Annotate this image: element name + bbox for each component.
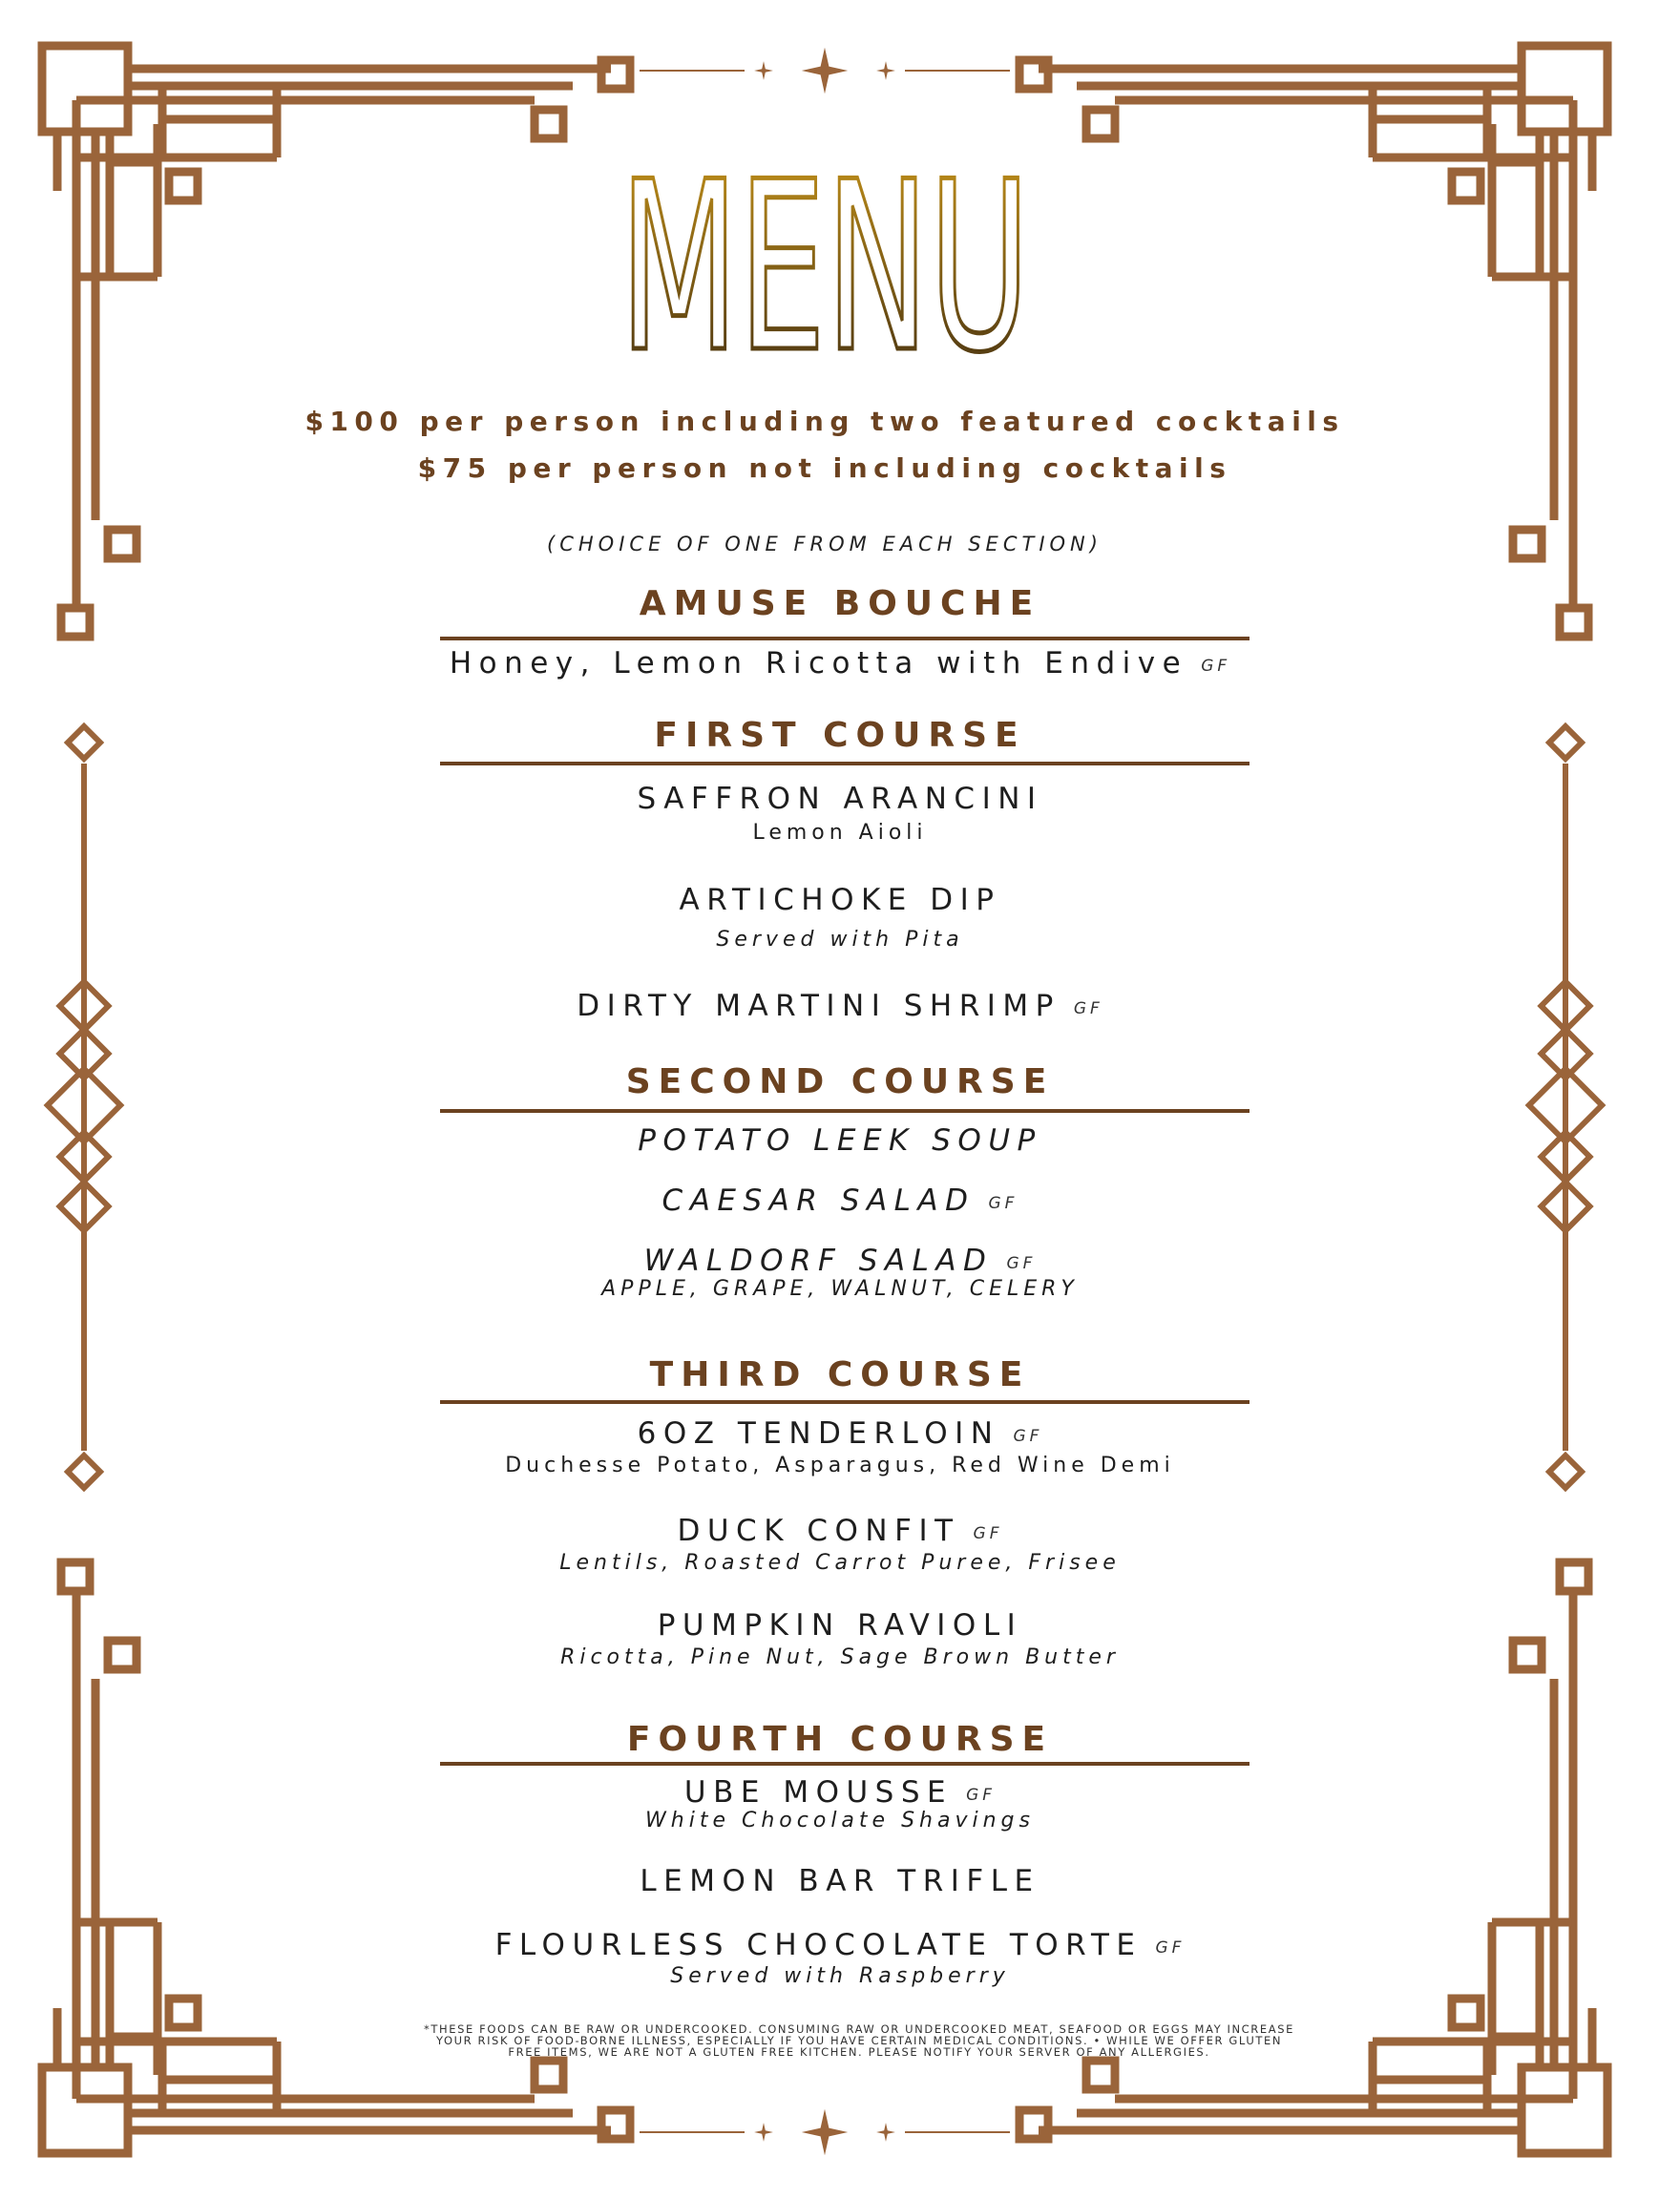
item-name: DIRTY MARTINI SHRIMP — [577, 989, 1060, 1023]
gluten-free-tag: GF — [973, 1524, 1003, 1543]
gluten-free-tag: GF — [1006, 1254, 1037, 1273]
item-name: Honey, Lemon Ricotta with Endive — [449, 646, 1188, 681]
gluten-free-tag: GF — [966, 1786, 997, 1805]
item-description: Lemon Aioli — [752, 821, 928, 845]
item-description: White Chocolate Shavings — [645, 1809, 1035, 1832]
item-description: Lentils, Roasted Carrot Puree, Frisee — [559, 1551, 1121, 1575]
section-title: AMUSE BOUCHE — [639, 584, 1041, 623]
item-name: POTATO LEEK SOUP — [638, 1123, 1042, 1158]
item-description: Duchesse Potato, Asparagus, Red Wine Demi — [505, 1454, 1175, 1477]
item-name: SAFFRON ARANCINI — [637, 782, 1043, 816]
menu-item — [0, 883, 1680, 917]
menu-item — [0, 1608, 1680, 1643]
section-divider — [440, 762, 1250, 765]
menu-title-text: MENU — [620, 132, 1030, 404]
menu-title-graphic — [615, 132, 1035, 404]
menu-title — [0, 132, 1649, 404]
item-name: CAESAR SALAD — [662, 1183, 976, 1218]
gluten-free-tag: GF — [1155, 1938, 1186, 1958]
item-name: DUCK CONFIT — [677, 1514, 960, 1548]
price-line-2: $75 per person not including cocktails — [417, 452, 1232, 484]
menu-item — [0, 1514, 1680, 1548]
item-name: WALDORF SALAD — [643, 1244, 994, 1278]
item-description: Ricotta, Pine Nut, Sage Brown Butter — [560, 1645, 1120, 1669]
menu-item — [0, 782, 1680, 816]
menu-item — [0, 646, 1680, 681]
gluten-free-tag: GF — [1201, 657, 1231, 676]
menu-item — [0, 989, 1680, 1023]
choice-note: (CHOICE OF ONE FROM EACH SECTION) — [547, 533, 1102, 555]
menu-item — [0, 1244, 1680, 1278]
section-divider — [440, 1762, 1250, 1766]
item-name: LEMON BAR TRIFLE — [640, 1864, 1040, 1898]
section-divider — [440, 1400, 1250, 1404]
menu-item — [0, 1928, 1680, 1962]
section-title: THIRD COURSE — [649, 1355, 1031, 1394]
menu-item — [0, 1416, 1680, 1451]
item-name: PUMPKIN RAVIOLI — [657, 1608, 1023, 1643]
item-description: Served with Raspberry — [670, 1964, 1010, 1988]
gluten-free-tag: GF — [988, 1194, 1018, 1213]
gluten-free-tag: GF — [1013, 1427, 1043, 1446]
item-name: 6OZ TENDERLOIN — [637, 1416, 1000, 1451]
disclaimer: *THESE FOODS CAN BE RAW OR UNDERCOOKED. CONSUMING RAW OR UNDERCOOKED MEAT, SEAFOOD OR EGGS MAY INCREASE YOUR RISK OF FOOD-BORNE ILLNESS, ESPECIALLY IF YOU HAVE CERTAIN MEDICAL CONDITIONS. • WHILE WE OFFER GLUTEN FREE ITEMS, WE ARE NOT A GLUTEN FREE KITCHEN. PLEASE NOTIFY YOUR SERVER OF ANY ALLERGIES. — [424, 2022, 1294, 2059]
menu-item — [0, 1123, 1680, 1158]
gluten-free-tag: GF — [1073, 999, 1103, 1018]
section-title: FIRST COURSE — [654, 716, 1026, 755]
menu-item — [0, 1183, 1680, 1218]
section-divider — [440, 1109, 1250, 1113]
menu-item — [0, 1864, 1680, 1898]
section-title: FOURTH COURSE — [626, 1720, 1054, 1759]
item-name: UBE MOUSSE — [683, 1775, 954, 1810]
price-line-1: $100 per person including two featured cocktails — [304, 406, 1345, 437]
section-divider — [440, 637, 1250, 640]
item-name: ARTICHOKE DIP — [679, 883, 1001, 917]
menu-item — [0, 1775, 1680, 1810]
item-description: APPLE, GRAPE, WALNUT, CELERY — [601, 1277, 1079, 1301]
item-name: FLOURLESS CHOCOLATE TORTE — [494, 1928, 1143, 1962]
item-description: Served with Pita — [716, 928, 964, 952]
section-title: SECOND COURSE — [625, 1062, 1055, 1101]
